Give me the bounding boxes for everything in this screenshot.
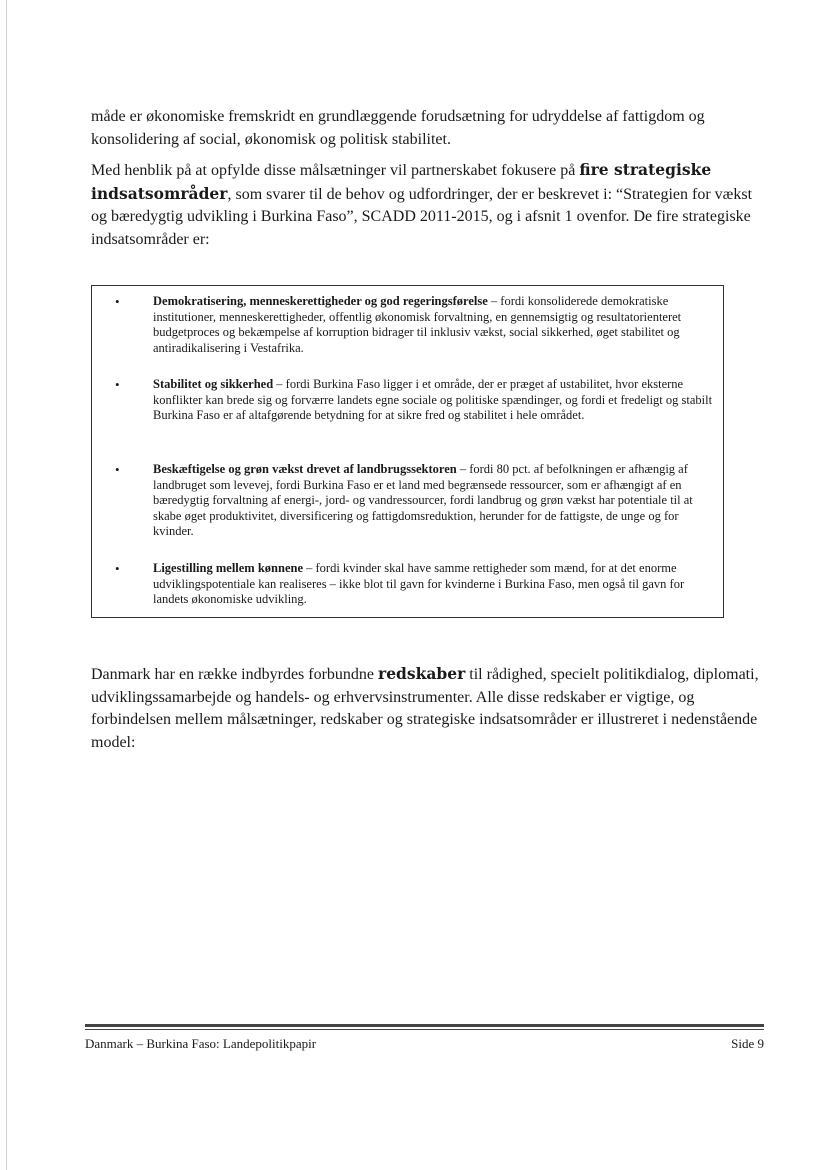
list-item-title: Stabilitet og sikkerhed xyxy=(153,377,274,391)
scan-edge-line xyxy=(6,0,7,1170)
paragraph-intro: måde er økonomiske fremskridt en grundlæggende forudsætning for udryddelse af fattigdom og konsolidering af social, økonomisk og politisk stabilitet. xyxy=(91,108,705,148)
paragraph-focus-bold: fire strategiske indsatsområder xyxy=(91,160,712,203)
list-item-description: – fordi konsoliderede demokratiske institutioner, menneskerettigheder, offentlig økonomisk forvaltning, en gennemsigtig og resultatorienteret budgetproces og bekæmpelse af korruption bidrager til inklusiv vækst, social sikkerhed, øget stabilitet og antiradikalisering i Vestafrika. xyxy=(153,294,682,355)
paragraph-tools-text-start: Danmark har en række indbyrdes forbundne xyxy=(91,666,379,683)
list-item-title: Demokratisering, menneskerettigheder og god regeringsførelse xyxy=(153,294,488,308)
bullet-icon: • xyxy=(115,294,120,309)
list-item-text xyxy=(153,294,718,356)
footer-rule-thick xyxy=(85,1024,764,1027)
list-item-description: – fordi 80 pct. af befolkningen er afhængig af landbruget som levevej, fordi Burkina Faso er et land med begrænsede ressourcer, som er afhængigt af en bæredygtig forvaltning af energi-, jord- og vandressourcer, fordi landbrug og grøn vækst har potentiale til at skabe øget produktivitet, diversificering og fattigdomsreduktion, herunder for de fattigste, de unge og for kvinder. xyxy=(153,462,693,539)
list-item-text xyxy=(153,561,718,608)
bullet-icon: • xyxy=(115,561,120,576)
paragraph-focus-text-start: Med henblik på at opfylde disse målsætninger vil partnerskabet fokusere på xyxy=(91,162,580,179)
list-item-title: Beskæftigelse og grøn vækst drevet af landbrugssektoren xyxy=(153,462,457,476)
paragraph-tools xyxy=(91,663,771,754)
paragraph-focus-text-end: , som svarer til de behov og udfordringer, der er beskrevet i: “Strategien for vækst og bæredygtig udvikling i Burkina Faso”, SCADD 2011-2015, og i afsnit 1 ovenfor. De fire strategiske indsatsområder er: xyxy=(91,185,753,248)
paragraph-tools-bold: redskaber xyxy=(378,664,466,683)
list-item-text xyxy=(153,462,718,540)
list-item-title: Ligestilling mellem kønnene xyxy=(153,561,303,575)
footer-rule-thin xyxy=(85,1029,764,1030)
bullet-icon: • xyxy=(115,462,120,477)
paragraph-focus-areas xyxy=(91,159,771,251)
bullet-icon: • xyxy=(115,377,120,392)
list-item-text xyxy=(153,377,718,424)
paragraph-tools-text-end: til rådighed, specielt politikdialog, diplomati, udviklingssamarbejde og handels- og erhvervsinstrumenter. Alle disse redskaber er vigtige, og forbindelsen mellem målsætninger, redskaber og strategiske indsatsområder er illustreret i nedenstående model: xyxy=(91,666,759,751)
list-item-description: – fordi kvinder skal have samme rettigheder som mænd, for at det enorme udviklingspotentiale kan realiseres – ikke blot til gavn for kvinderne i Burkina Faso, men også til gavn for landets økonomiske udvikling. xyxy=(153,561,685,607)
list-item-description: – fordi Burkina Faso ligger i et område, der er præget af ustabilitet, hvor eksterne konflikter kan brede sig og forværre landets egne sociale og politiske spændinger, og fordi et fredeligt og stabilt Burkina Faso er af altafgørende betydning for at sikre fred og stabilitet i hele området. xyxy=(153,377,713,423)
page-number: Side 9 xyxy=(731,1036,764,1051)
focus-areas-box xyxy=(91,285,724,618)
footer-document-title: Danmark – Burkina Faso: Landepolitikpapir xyxy=(85,1036,317,1051)
